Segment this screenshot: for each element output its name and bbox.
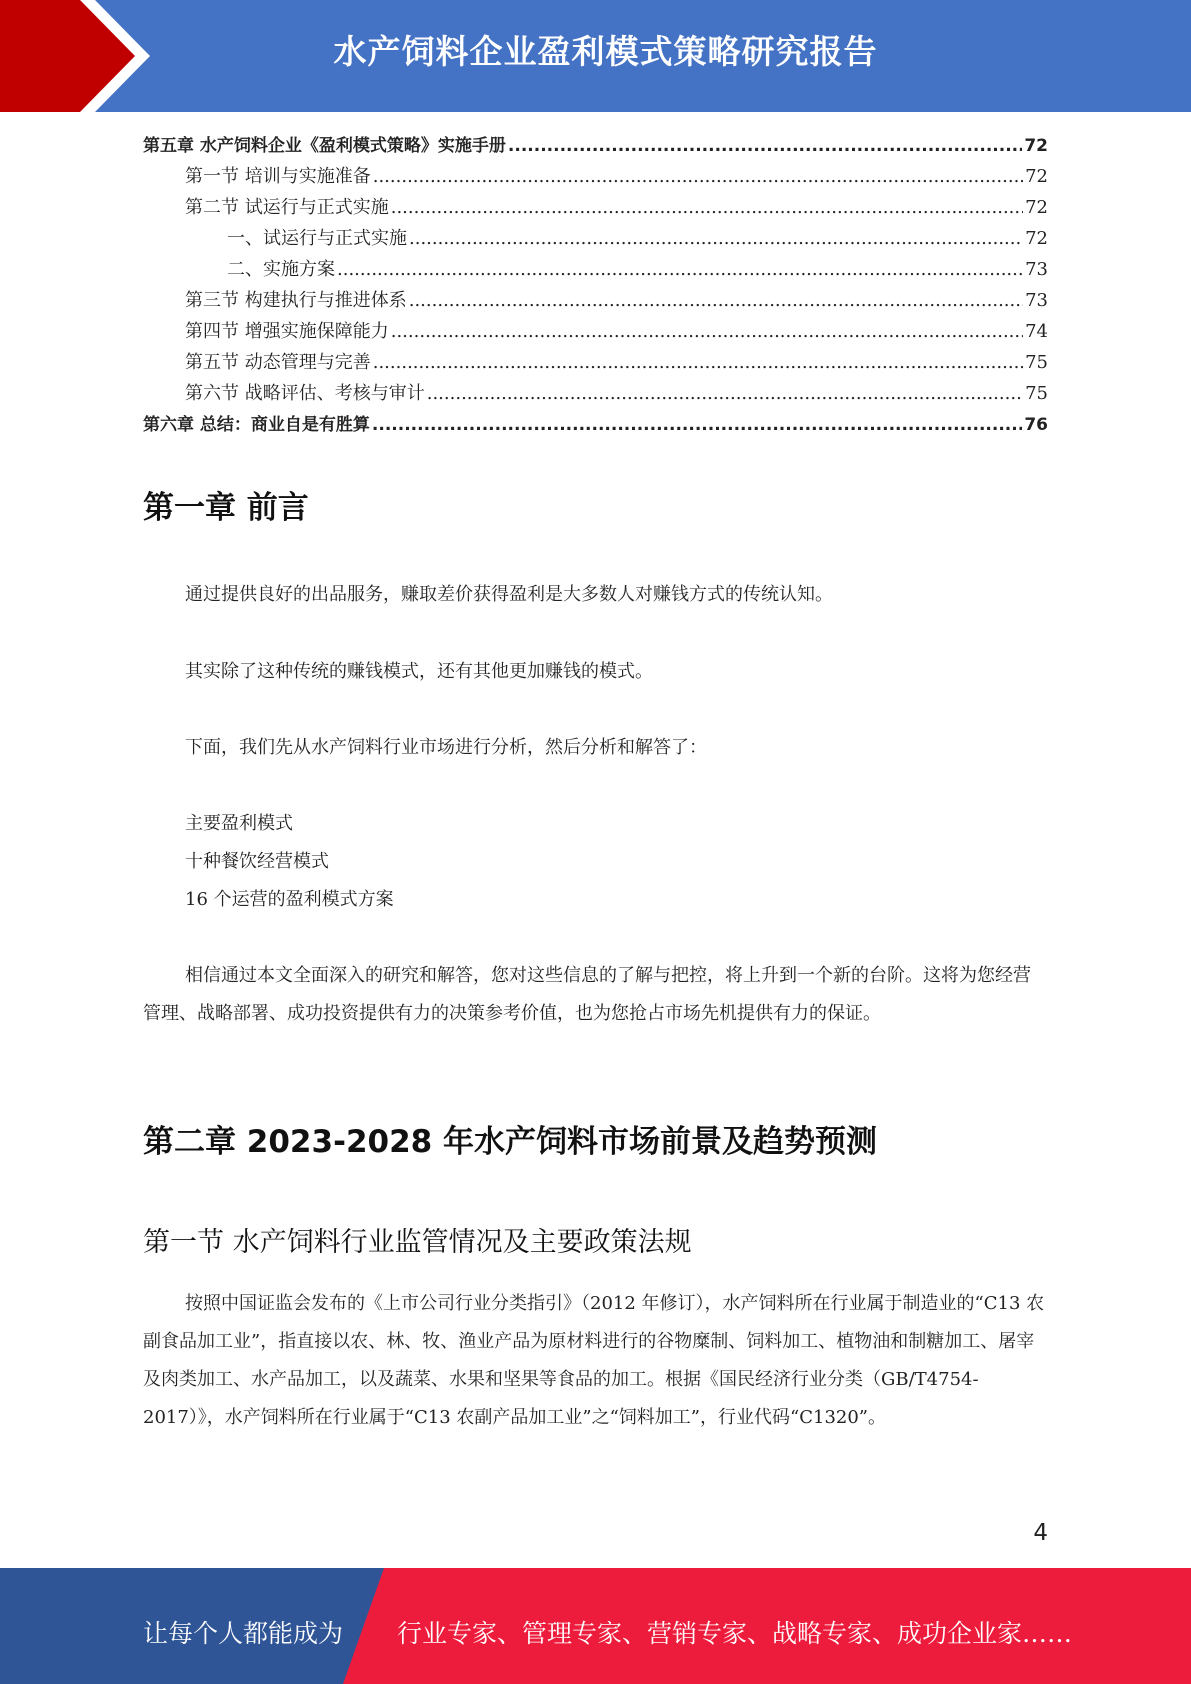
toc-entry-label: 第六章 总结：商业自是有胜算 [143,415,370,435]
toc-entry-label: 一、试运行与正式实施 [227,228,407,249]
toc-page-number: 73 [1025,290,1048,311]
chapter-heading: 第二章 2023-2028 年水产饲料市场前景及趋势预测 [143,1124,878,1160]
page-number: 4 [1033,1520,1048,1546]
toc-leader-dots [508,136,1022,156]
paragraph: 通过提供良好的出品服务，赚取差价获得盈利是大多数人对赚钱方式的传统认知。 [185,584,833,605]
toc-leader-dots [409,290,1023,311]
footer-slogan-left: 让每个人都能成为 [143,1619,344,1648]
toc-entry-label: 第四节 增强实施保障能力 [185,321,389,342]
toc-leader-dots [391,321,1023,342]
toc-page-number: 74 [1025,321,1048,342]
toc-page-number: 75 [1025,352,1048,373]
toc-entry[interactable] [143,317,1048,348]
list-item: 主要盈利模式 [185,813,293,834]
table-of-contents [143,131,1048,441]
paragraph: 相信通过本文全面深入的研究和解答，您对这些信息的了解与把控，将上升到一个新的台阶。这将为您经营管理、战略部署、成功投资提供有力的决策参考价值，也为您抢占市场先机提供有力的保证。 [143,965,1031,1024]
list-item: 十种餐饮经营模式 [185,851,329,872]
footer-banner [0,1568,1191,1684]
paragraph: 其实除了这种传统的赚钱模式，还有其他更加赚钱的模式。 [185,661,653,682]
list-item: 16 个运营的盈利模式方案 [185,889,394,910]
toc-entry-label: 二、实施方案 [227,259,335,280]
toc-entry[interactable] [143,193,1048,224]
toc-entry-label: 第三节 构建执行与推进体系 [185,290,407,311]
toc-entry[interactable] [143,255,1048,286]
footer-slogan-right: 行业专家、管理专家、营销专家、战略专家、成功企业家…… [397,1619,1073,1648]
toc-entry[interactable] [143,131,1048,162]
toc-leader-dots [337,259,1023,280]
toc-page-number: 72 [1024,136,1048,156]
toc-leader-dots [372,415,1022,435]
toc-entry[interactable] [143,286,1048,317]
toc-leader-dots [373,352,1023,373]
report-title: 水产饲料企业盈利模式策略研究报告 [333,32,878,71]
toc-leader-dots [391,197,1023,218]
toc-page-number: 73 [1025,259,1048,280]
header-banner [0,0,1191,112]
toc-page-number: 76 [1024,415,1048,435]
toc-page-number: 72 [1025,197,1048,218]
toc-page-number: 75 [1025,383,1048,404]
chapter-heading: 第一章 前言 [143,490,309,526]
toc-entry-label: 第一节 培训与实施准备 [185,166,371,187]
paragraph: 按照中国证监会发布的《上市公司行业分类指引》（2012 年修订），水产饲料所在行业属于制造业的“C13 农副食品加工业”，指直接以农、林、牧、渔业产品为原材料进行的谷物糜制、饲料加工、植物油和制糖加工、屠宰及肉类加工、水产品加工，以及蔬菜、水果和坚果等食品的加工。根据《国民经济行业分类（GB/T4754-2017）》，水产饲料所在行业属于“C13 农副产品加工业”之“饲料加工”，行业代码“C1320”。 [143,1293,1045,1428]
toc-entry-label: 第五章 水产饲料企业《盈利模式策略》实施手册 [143,136,506,156]
toc-entry-label: 第五节 动态管理与完善 [185,352,371,373]
toc-entry[interactable] [143,162,1048,193]
toc-leader-dots [409,228,1023,249]
paragraph: 下面，我们先从水产饲料行业市场进行分析，然后分析和解答了： [185,737,707,758]
section-heading: 第一节 水产饲料行业监管情况及主要政策法规 [143,1227,692,1258]
toc-entry-label: 第六节 战略评估、考核与审计 [185,383,425,404]
toc-entry[interactable] [143,410,1048,441]
toc-entry[interactable] [143,224,1048,255]
toc-entry[interactable] [143,379,1048,410]
toc-page-number: 72 [1025,166,1048,187]
toc-entry[interactable] [143,348,1048,379]
toc-page-number: 72 [1025,228,1048,249]
toc-leader-dots [427,383,1023,404]
toc-leader-dots [373,166,1023,187]
toc-entry-label: 第二节 试运行与正式实施 [185,197,389,218]
